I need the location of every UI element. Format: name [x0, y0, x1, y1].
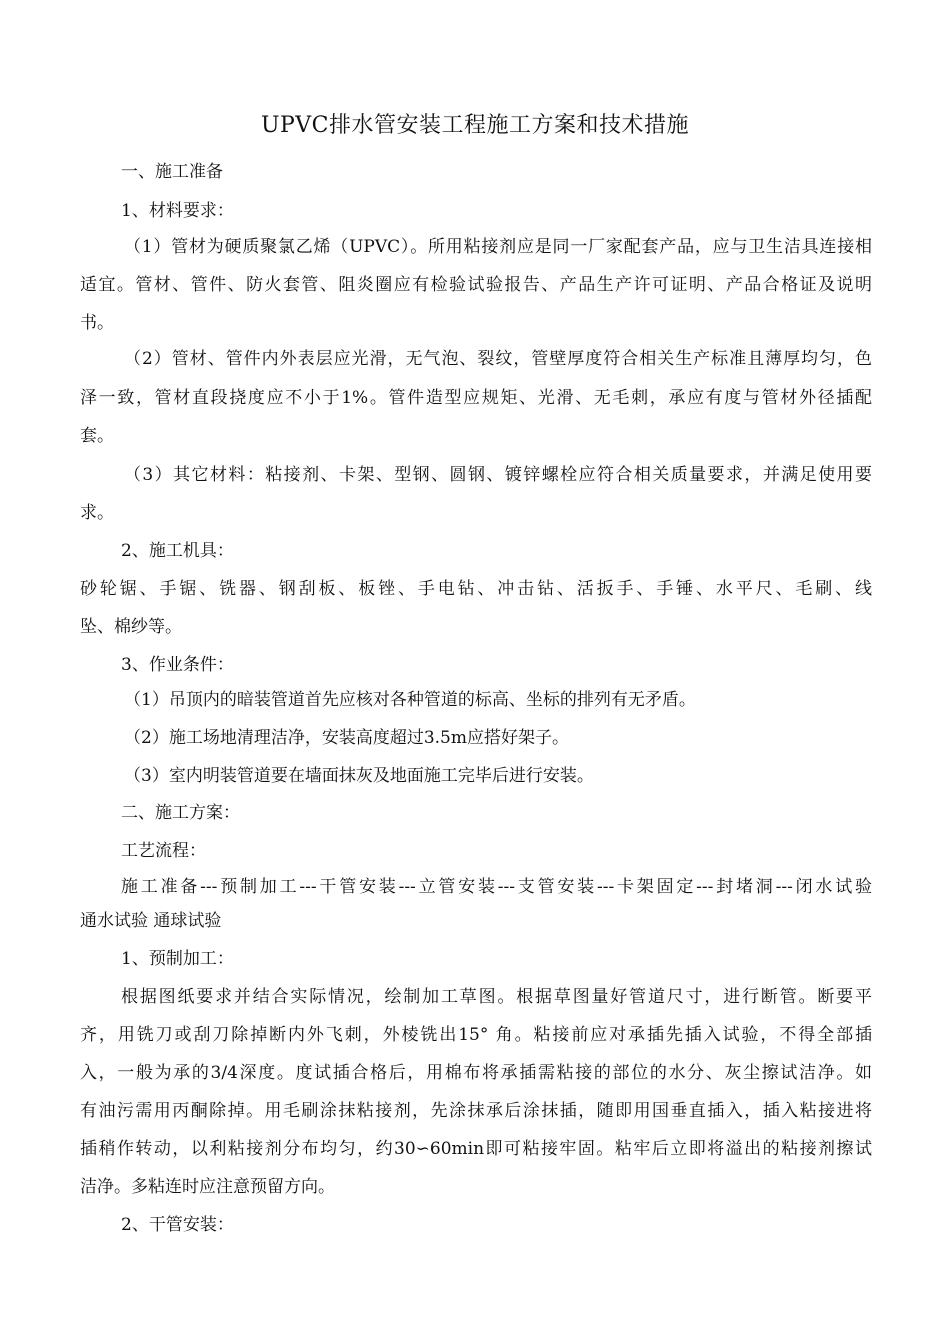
section-heading-construction-plan: 二、施工方案： — [121, 803, 240, 823]
list-item: （2）施工场地清理洁净，安装高度超过3.5m应搭好架子。 — [124, 728, 569, 748]
paragraph-line: 入，一般为承的3/4深度。度试插合格后，用棉布将承插需粘接的部位的水分、灰尘擦试洁净。如 — [80, 1063, 872, 1083]
list-item: （3）室内明装管道要在墙面抹灰及地面施工完毕后进行安装。 — [124, 766, 594, 786]
paragraph-line: 书。 — [80, 313, 114, 333]
subheading-main-pipe-installation: 2、干管安装： — [121, 1215, 234, 1235]
paragraph-line: 根据图纸要求并结合实际情况，绘制加工草图。根据草图量好管道尺寸，进行断管。断要平 — [121, 987, 872, 1007]
section-heading-preparation: 一、施工准备 — [121, 162, 223, 182]
paragraph-line: （2）管材、管件内外表层应光滑，无气泡、裂纹，管壁厚度符合相关生产标准且薄厚均匀，色 — [124, 349, 872, 369]
paragraph-line: 齐，用铣刀或刮刀除掉断内外飞刺，外棱铣出15° 角。粘接前应对承插先插入试验，不得全部插 — [80, 1025, 872, 1045]
paragraph-line: 施工准备---预制加工---干管安装---立管安装---支管安装---卡架固定---封堵洞---闭水试验 — [121, 877, 872, 897]
subheading-prefabrication: 1、预制加工： — [121, 949, 234, 969]
document-title: UPVC排水管安装工程施工方案和技术措施 — [260, 113, 690, 138]
paragraph-line: 求。 — [80, 503, 114, 523]
list-item: （1）吊顶内的暗装管道首先应核对各种管道的标高、坐标的排列有无矛盾。 — [124, 690, 696, 710]
subheading-material-requirements: 1、材料要求： — [121, 201, 234, 221]
paragraph-line: 坠、棉纱等。 — [80, 617, 182, 637]
paragraph-line: 插稍作转动，以利粘接剂分布均匀，约30∽60min即可粘接牢固。粘牢后立即将溢出的粘接剂擦试 — [80, 1139, 872, 1159]
paragraph-line: 套。 — [80, 426, 114, 446]
paragraph-line: 洁净。多粘连时应注意预留方向。 — [80, 1177, 335, 1197]
paragraph-line: （1）管材为硬质聚氯乙烯（UPVC）。所用粘接剂应是同一厂家配套产品，应与卫生洁具连接相 — [124, 237, 872, 257]
paragraph-line: （3）其它材料：粘接剂、卡架、型钢、圆钢、镀锌螺栓应符合相关质量要求，并满足使用要 — [124, 465, 872, 485]
subheading-construction-tools: 2、施工机具： — [121, 541, 234, 561]
paragraph-line: 适宜。管材、管件、防火套管、阻炎圈应有检验试验报告、产品生产许可证明、产品合格证及说明 — [80, 275, 872, 295]
paragraph-line: 通水试验 通球试验 — [80, 911, 222, 931]
paragraph-line: 泽一致，管材直段挠度应不小于1%。管件造型应规矩、光滑、无毛刺，承应有度与管材外径插配 — [80, 388, 872, 408]
paragraph-line: 有油污需用丙酮除掉。用毛刷涂抹粘接剂，先涂抹承后涂抹插，随即用国垂直插入，插入粘接进将 — [80, 1101, 872, 1121]
paragraph-line: 砂轮锯、手锯、铣器、钢刮板、板锉、手电钻、冲击钻、活扳手、手锤、水平尺、毛刷、线 — [80, 579, 872, 599]
subheading-process-flow: 工艺流程： — [121, 841, 206, 861]
subheading-work-conditions: 3、作业条件： — [121, 655, 234, 675]
